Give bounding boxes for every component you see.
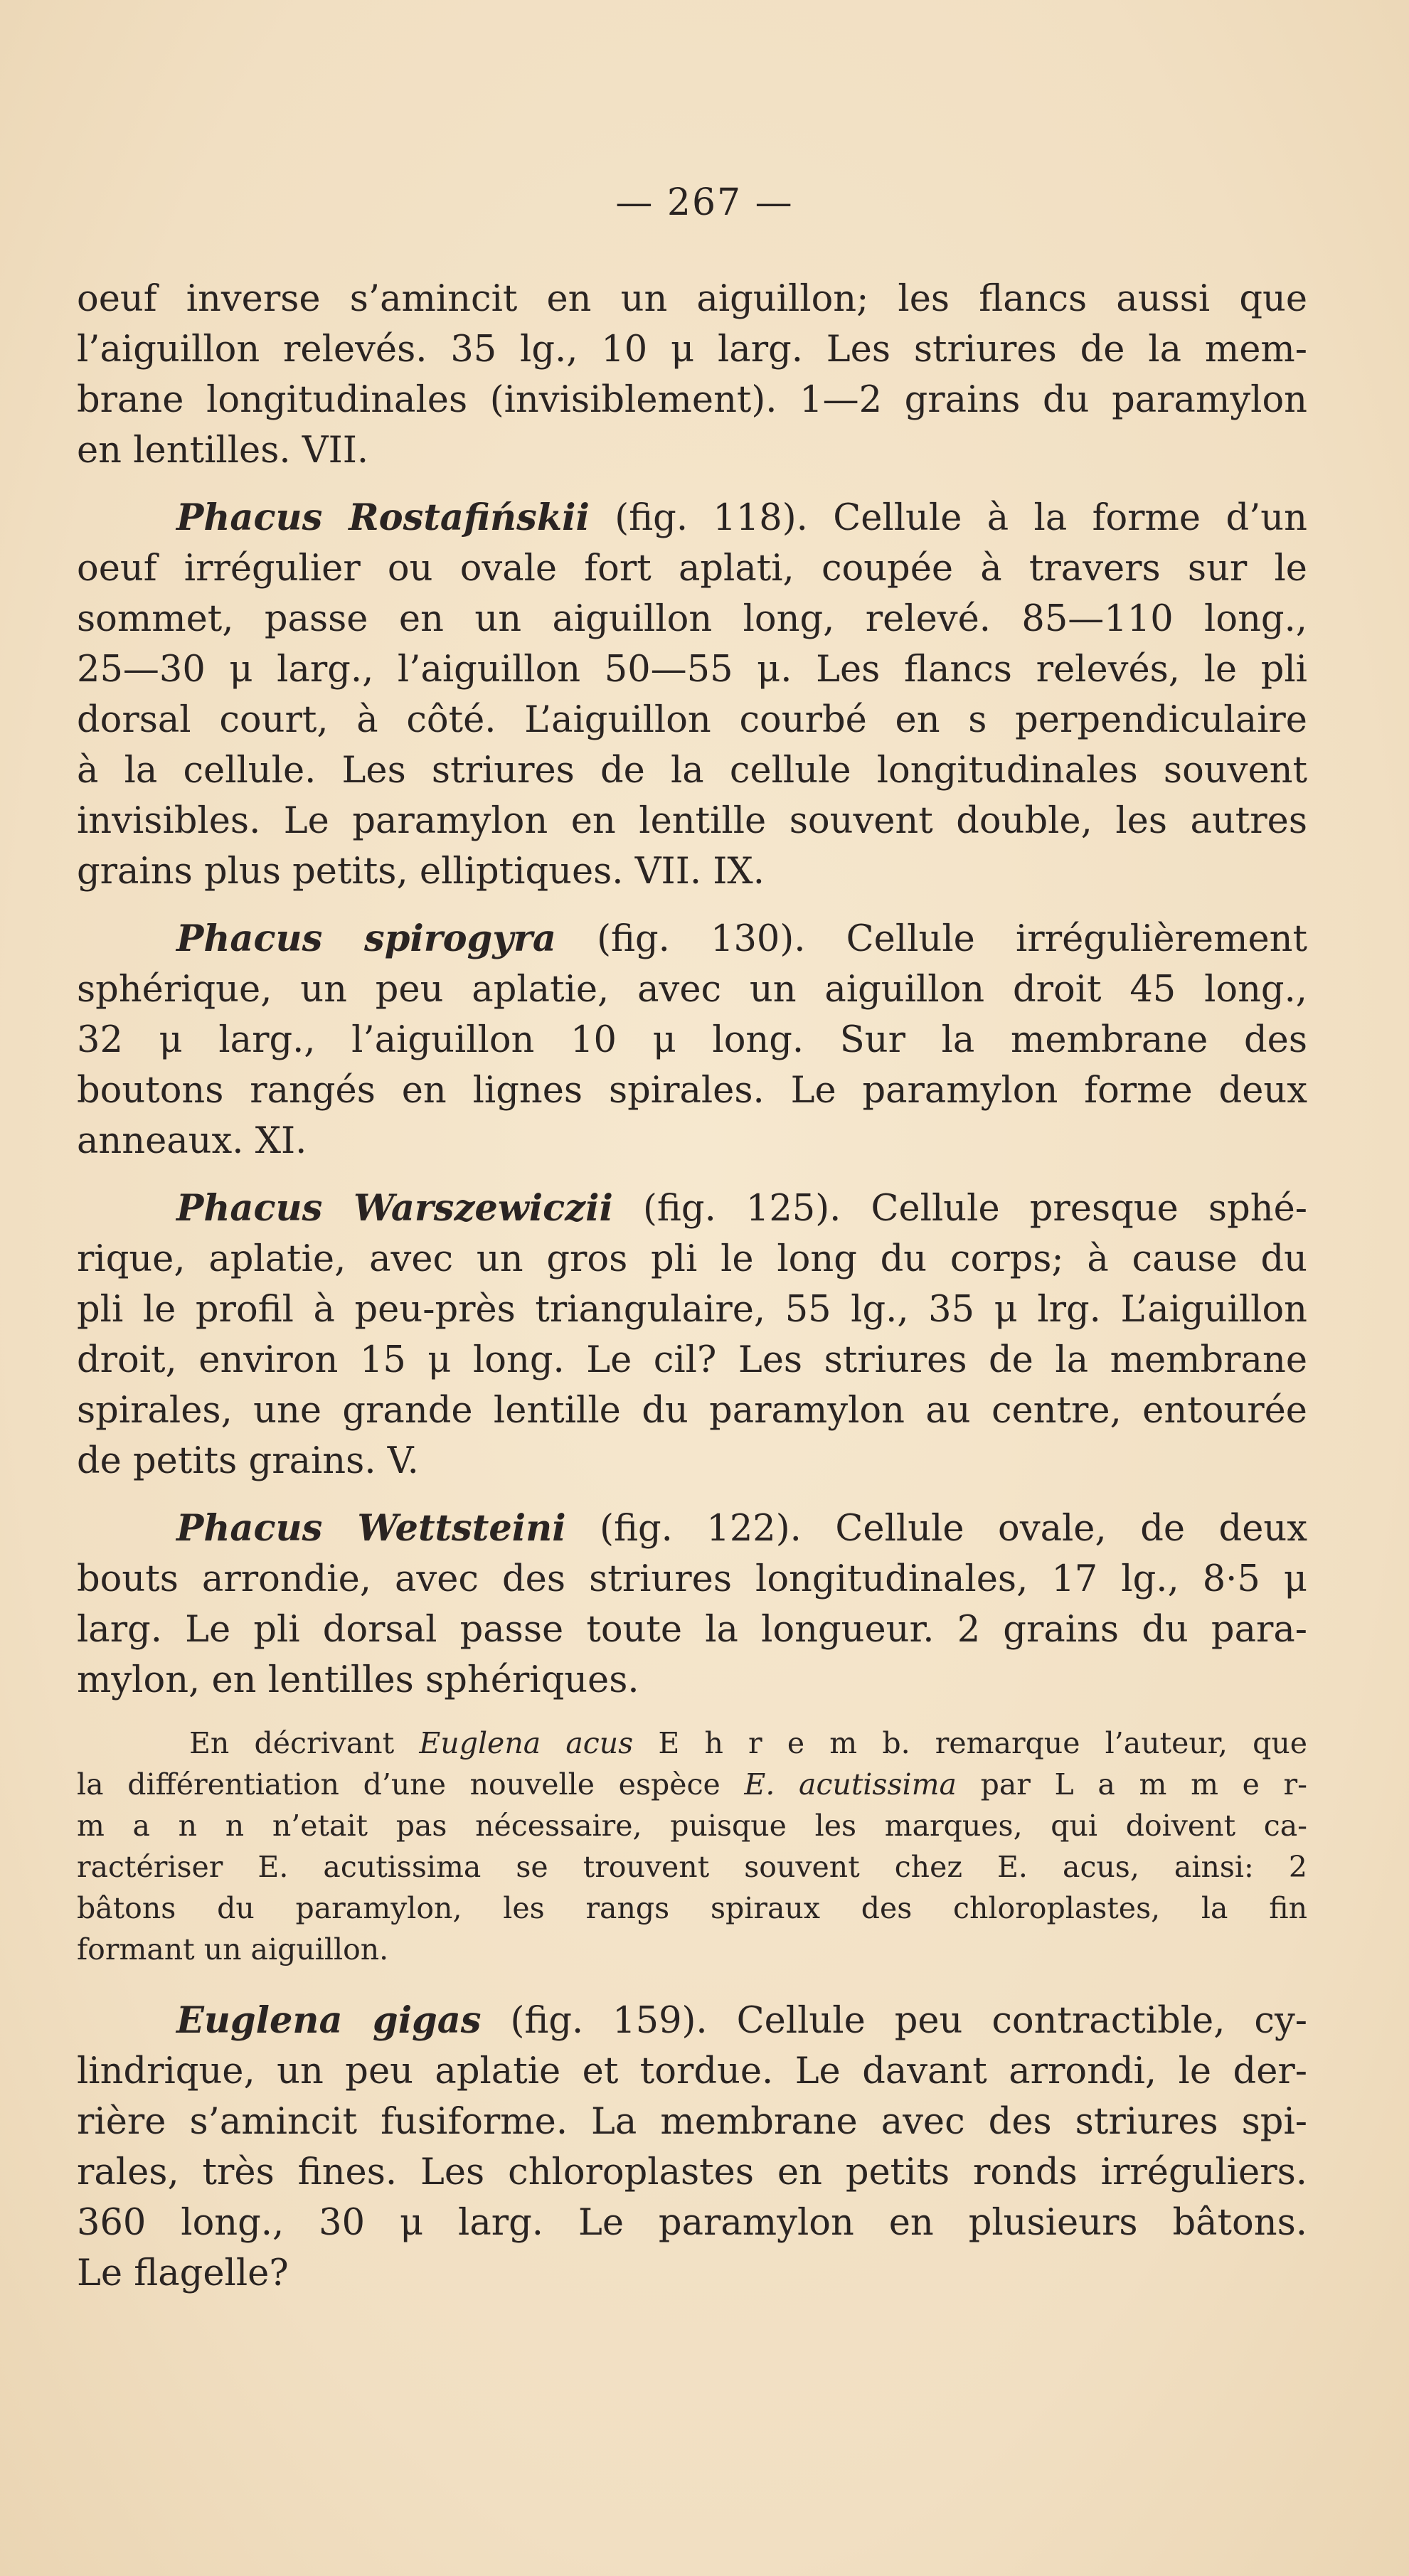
note-line	[77, 1764, 1307, 1805]
species-name: Phacus Wettsteini	[176, 1507, 566, 1550]
entry-heading-rest: (fig. 159). Cellule peu contractible, cy-	[481, 2000, 1307, 2042]
note-text: E h r e m b. remarque l’auteur, que	[633, 1726, 1307, 1760]
entry-heading-line	[77, 914, 1307, 964]
entry-phacus-spirogyra	[77, 914, 1307, 1166]
note-line: bâtons du paramylon, les rangs spiraux des chloroplastes, la fin	[77, 1891, 1307, 1925]
text-line: pli le profil à peu-près triangulaire, 55 lg., 35 μ lrg. L’aiguillon	[77, 1289, 1307, 1331]
text-line: invisibles. Le paramylon en lentille souvent double, les autres	[77, 800, 1307, 842]
text-line: dorsal court, à côté. L’aiguillon courbé en s perpendiculaire	[77, 699, 1307, 741]
text-line: Le flagelle?	[77, 2252, 289, 2294]
remark-note	[77, 1723, 1307, 1970]
text-line: bouts arrondie, avec des striures longitudinales, 17 lg., 8·5 μ	[77, 1558, 1307, 1600]
text-line: rique, aplatie, avec un gros pli le long du corps; à cause du	[77, 1238, 1307, 1280]
text-line: lindrique, un peu aplatie et tordue. Le davant arrondi, le der-	[77, 2050, 1307, 2092]
note-line	[77, 1723, 1307, 1764]
species-name: Euglena gigas	[176, 1999, 482, 2042]
note-species-name: E. acutissima	[744, 1767, 957, 1801]
text-line: en lentilles. VII.	[77, 430, 369, 472]
entry-euglena-gigas	[77, 1996, 1307, 2299]
entry-heading-line	[77, 1996, 1307, 2046]
text-line: à la cellule. Les striures de la cellule longitudinales souvent	[77, 750, 1307, 792]
page-number: — 267 —	[615, 181, 794, 224]
text-line: de petits grains. V.	[77, 1440, 419, 1482]
note-line: m a n n n’etait pas nécessaire, puisque les marques, qui doivent ca-	[77, 1809, 1307, 1843]
text-line: 32 μ larg., l’aiguillon 10 μ long. Sur la membrane des	[77, 1019, 1307, 1061]
entry-phacus-wettsteini	[77, 1503, 1307, 1705]
entry-heading-line	[77, 1503, 1307, 1554]
entry-heading-rest: (fig. 125). Cellule presque sphé-	[612, 1188, 1307, 1230]
text-line: mylon, en lentilles sphériques.	[77, 1659, 639, 1701]
text-line: rales, très fines. Les chloroplastes en petits ronds irréguliers.	[77, 2151, 1307, 2193]
entry-heading-rest: (fig. 130). Cellule irrégulièrement	[555, 918, 1307, 960]
text-line: brane longitudinales (invisiblement). 1—2 grains du paramylon	[77, 379, 1307, 421]
note-species-name: Euglena acus	[419, 1726, 634, 1760]
text-line: spirales, une grande lentille du paramylon au centre, entourée	[77, 1390, 1307, 1432]
species-name: Phacus spirogyra	[176, 917, 556, 960]
text-line: 360 long., 30 μ larg. Le paramylon en plusieurs bâtons.	[77, 2202, 1307, 2244]
note-line: formant un aiguillon.	[77, 1932, 389, 1966]
text-line: rière s’amincit fusiforme. La membrane avec des striures spi-	[77, 2101, 1307, 2143]
entry-heading-line	[77, 493, 1307, 543]
entry-heading-rest: (fig. 122). Cellule ovale, de deux	[565, 1508, 1307, 1550]
note-text: par L a m m e r-	[956, 1767, 1307, 1801]
species-name: Phacus Rostafiński	[176, 496, 576, 539]
text-line: 25—30 μ larg., l’aiguillon 50—55 μ. Les flancs relevés, le pli	[77, 649, 1307, 691]
text-line: boutons rangés en lignes spirales. Le paramylon forme deux	[77, 1070, 1307, 1112]
note-text: la différentiation d’une nouvelle espèce	[77, 1767, 745, 1801]
text-line: oeuf irrégulier ou ovale fort aplati, coupée à travers sur le	[77, 548, 1307, 590]
text-body	[77, 274, 1307, 2316]
text-line: larg. Le pli dorsal passe toute la longueur. 2 grains du para-	[77, 1609, 1307, 1651]
text-line: sphérique, un peu aplatie, avec un aiguillon droit 45 long.,	[77, 969, 1307, 1011]
text-line: oeuf inverse s’amincit en un aiguillon; les flancs aussi que	[77, 278, 1307, 320]
entry-heading-line	[77, 1183, 1307, 1234]
entry-phacus-rostafinskii	[77, 493, 1307, 897]
note-text: En décrivant	[189, 1726, 420, 1760]
species-name-suffix: i	[575, 496, 590, 539]
text-line: droit, environ 15 μ long. Le cil? Les striures de la membrane	[77, 1339, 1307, 1381]
entry-continuation	[77, 274, 1307, 476]
species-name: Phacus Warszewiczii	[176, 1187, 613, 1230]
text-line: grains plus petits, elliptiques. VII. IX.	[77, 851, 765, 893]
note-line: ractériser E. acutissima se trouvent souvent chez E. acus, ainsi: 2	[77, 1850, 1307, 1884]
text-line: l’aiguillon relevés. 35 lg., 10 μ larg. Les striures de la mem-	[77, 329, 1307, 371]
entry-phacus-warszewiczii	[77, 1183, 1307, 1486]
text-line: anneaux. XI.	[77, 1120, 307, 1162]
entry-heading-rest: (fig. 118). Cellule à la forme d’un	[589, 497, 1308, 539]
text-line: sommet, passe en un aiguillon long, relevé. 85—110 long.,	[77, 598, 1307, 640]
